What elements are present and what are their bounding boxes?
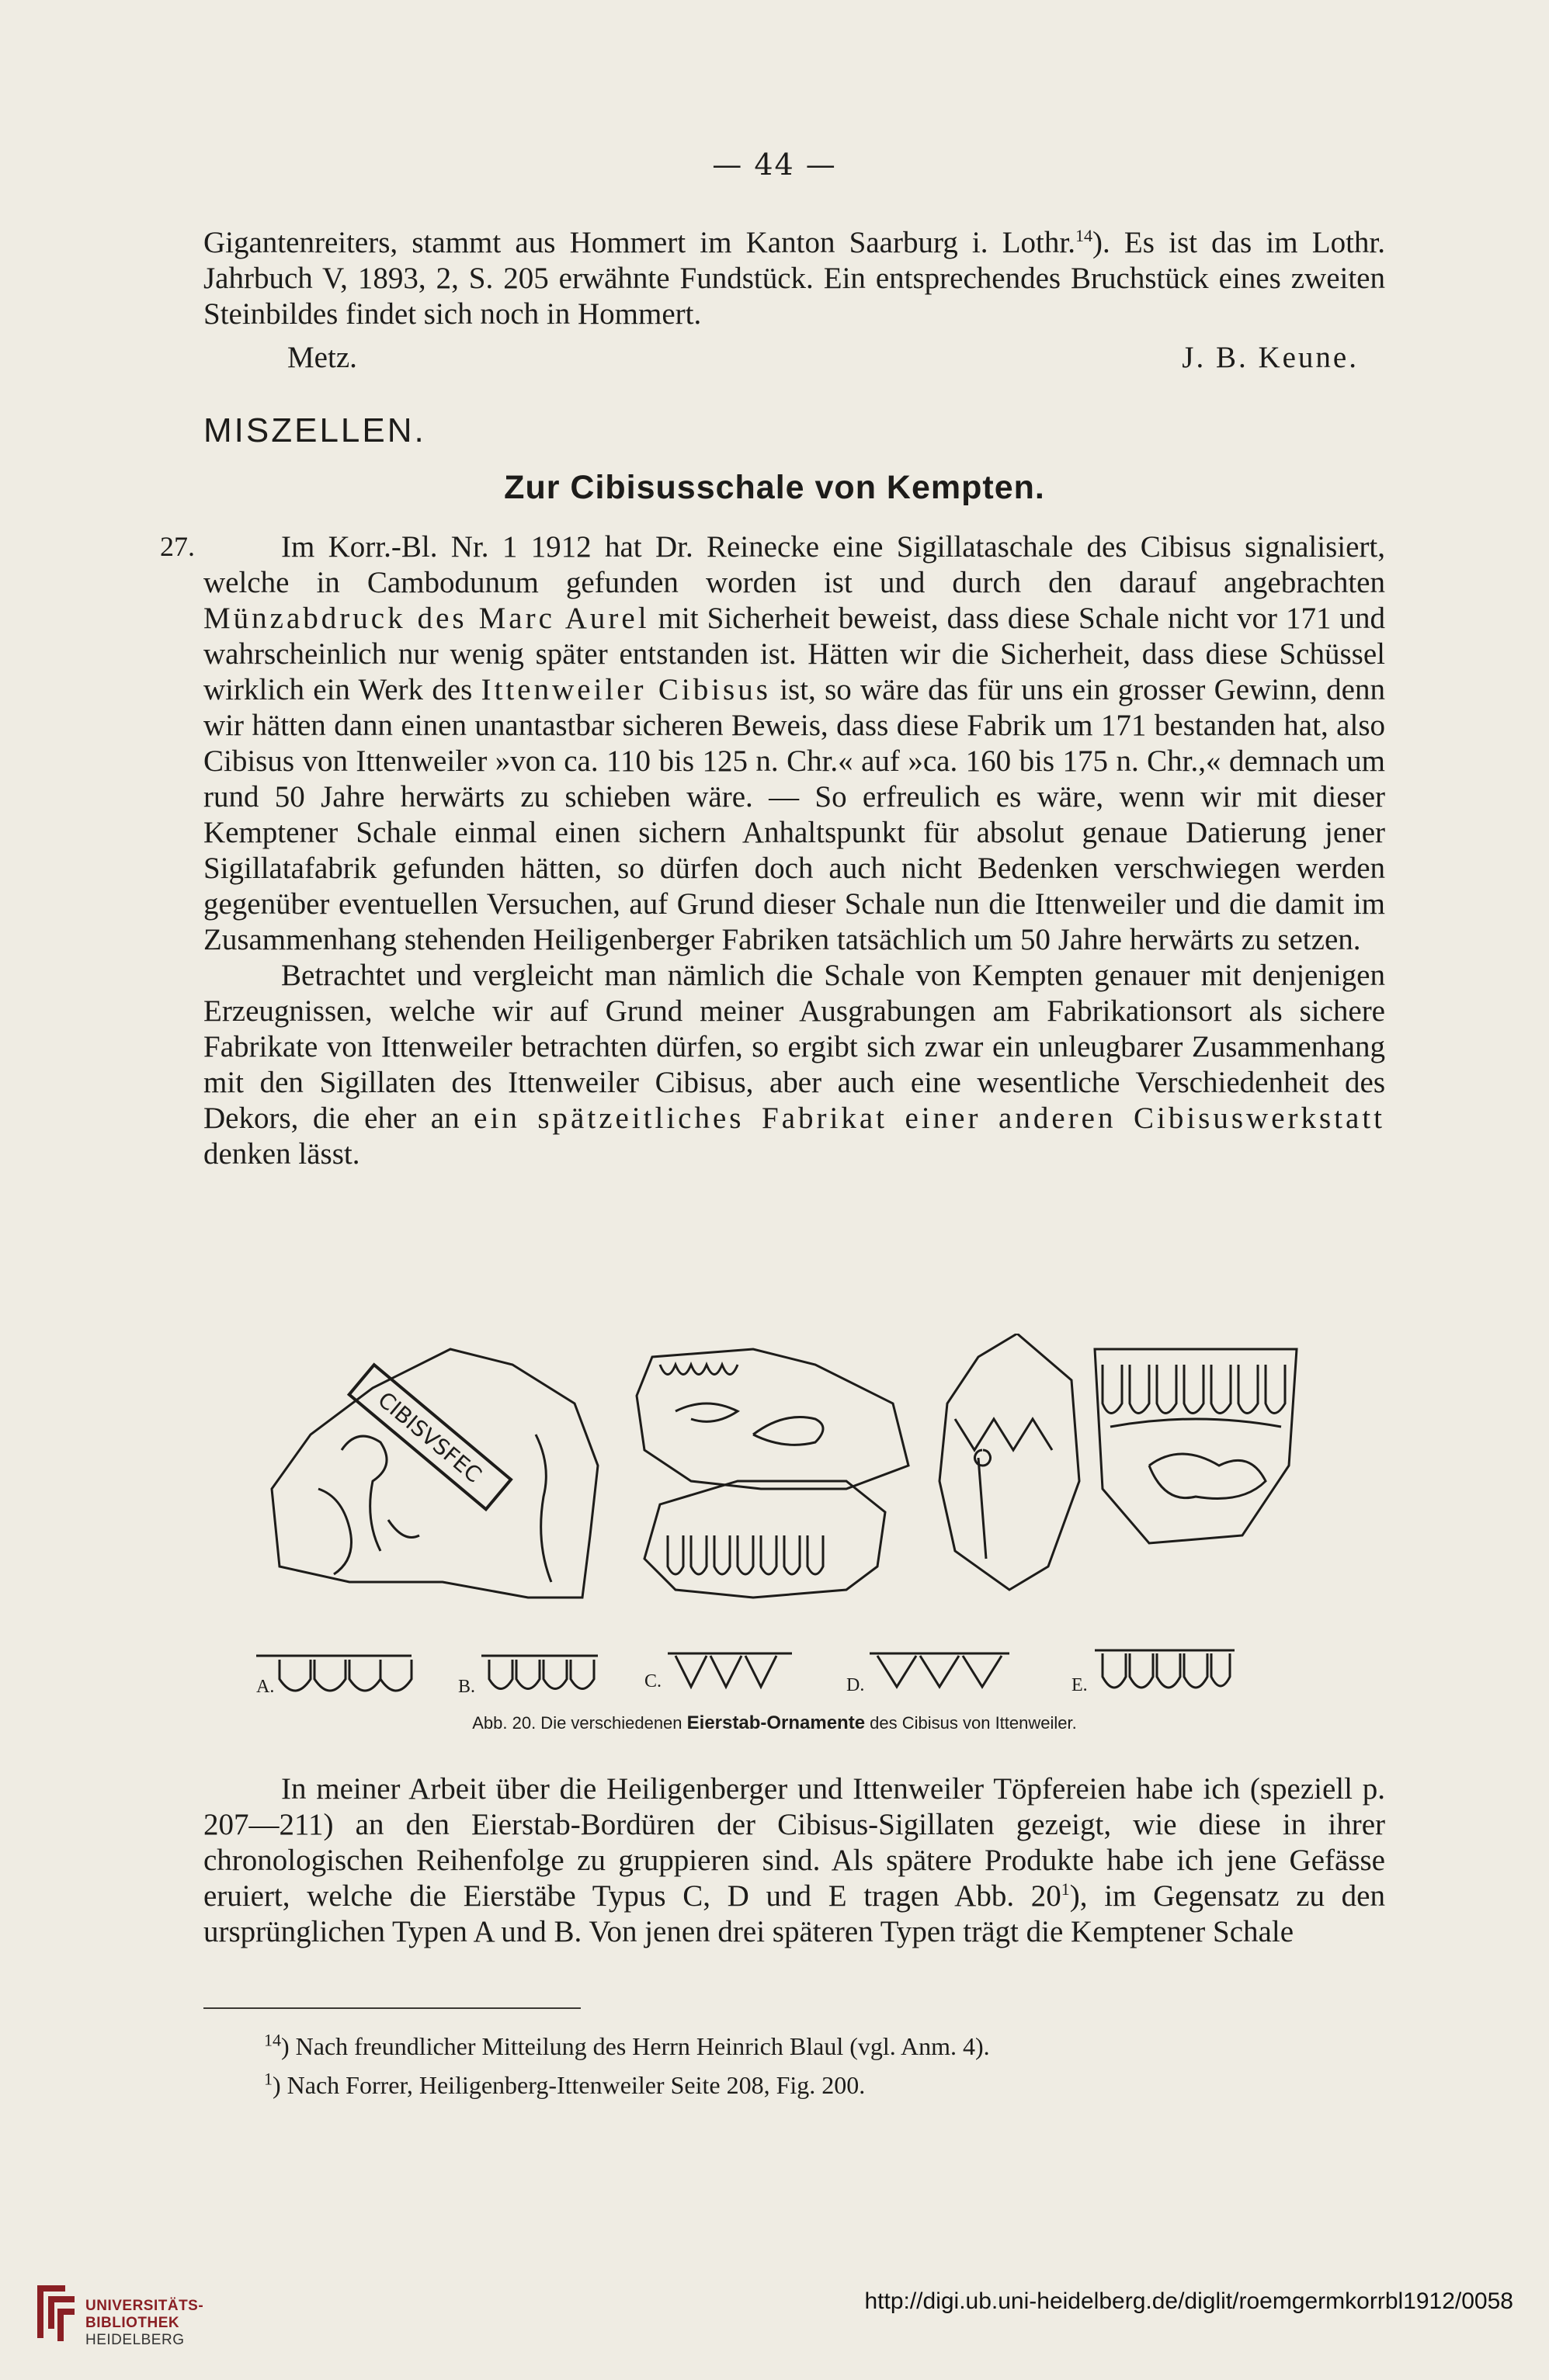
sherd-3-outline bbox=[644, 1481, 885, 1598]
stamp-text: CIBISVSFEC bbox=[373, 1386, 487, 1488]
ovolo-label-d: D. bbox=[846, 1675, 865, 1695]
footnote-1-mark: 1 bbox=[264, 2069, 273, 2089]
paragraph-2 bbox=[203, 958, 1385, 1172]
signature-place: Metz. bbox=[287, 341, 357, 374]
library-name-line-2: BIBLIOTHEK bbox=[85, 2315, 180, 2331]
p1-text-e: ist, so wäre das für uns ein grosser Gewinn, denn wir hätten dann einen unantastbar sicheren Beweis, dass diese Fabrik um 171 bestanden hat, also Cibisus von Ittenweiler »von ca. 110 bis 125 n. Chr.« auf »ca. 160 bis 175 n. Chr.,« demnach um rund 50 Jahre herwärts zu schieben wäre. — So erfreulich es wäre, wenn wir mit dieser Kemptener Schale einmal einen sichern Anhaltspunkt für absolut genaue Datierung jener Sigillatafabrik gefunden hätten, so dürfen doch auch nicht Bedenken verschwiegen werden gegenüber eventuellen Versuchen, auf Grund dieser Schale nun die Ittenweiler und die damit im Zusammenhang stehenden Heiligenberger Fabriken tatsächlich um 50 Jahre herwärts zu setzen. bbox=[203, 673, 1385, 956]
p1-text-a: Im Korr.-Bl. Nr. 1 1912 hat Dr. Reinecke eine Sigillataschale des Cibisus signalisiert, welche in Cambodunum gefunden worden ist und durch den darauf angebrachten bbox=[203, 530, 1385, 599]
article-number: 27. bbox=[160, 531, 195, 562]
continuation-text-a: Gigantenreiters, stammt aus Hommert im Kanton Saarburg i. Lothr. bbox=[203, 226, 1075, 259]
p1-emphasis-coin: Münzabdruck des Marc Aurel bbox=[203, 602, 650, 635]
library-name bbox=[85, 2298, 203, 2349]
p3-text-a: In meiner Arbeit über die Heiligenberger und Ittenweiler Töpfereien habe ich (speziell p. 207—211) an den Eierstab-Bordüren der Cibisus-Sigillaten gezeigt, wie diese in ihrer chronologischen Reihenfolge zu gruppieren sind. Als spätere Produkte habe ich jene Gefässe eruiert, welche die Eierstäbe Typus C, D und E tragen Abb. 20 bbox=[203, 1772, 1385, 1913]
footnote-divider bbox=[203, 2007, 581, 2009]
ovolo-label-c: C. bbox=[644, 1671, 662, 1691]
p1-text-c: mit Sicherheit beweist, dass diese Schale nicht vor 171 und wahrscheinlich nur wenig später entstanden ist. Hätten wir die Sicherheit, dass diese Schüssel wirklich ein Werk des bbox=[203, 602, 1385, 706]
continuation-paragraph bbox=[203, 225, 1385, 332]
caption-text-1: Die verschiedenen bbox=[536, 1713, 687, 1733]
sherd-1-outline bbox=[272, 1349, 598, 1598]
p2-text-a: Betrachtet und vergleicht man nämlich die Schale von Kempten genauer mit denjenigen Erzeugnissen, welche wir auf Grund meiner Ausgrabungen am Fabrikationsort als sichere Fabrikate von Ittenweiler betrachten dürfen, so ergibt sich zwar ein unleugbarer Zusammenhang mit den Sigillaten des Ittenweiler Cibisus, aber auch eine wesentliche Verschiedenheit des Dekors, die eher an bbox=[203, 959, 1385, 1135]
ovolo-c bbox=[676, 1656, 776, 1687]
p2-text-c: denken lässt. bbox=[203, 1137, 360, 1171]
library-name-line-1: UNIVERSITÄTS- bbox=[85, 2298, 204, 2314]
ovolo-d bbox=[877, 1656, 1002, 1687]
sherd-4-outline bbox=[939, 1334, 1079, 1590]
footnote-14 bbox=[264, 2031, 990, 2062]
ovolo-label-a: A. bbox=[256, 1677, 275, 1697]
source-url-link[interactable]: http://digi.ub.uni-heidelberg.de/diglit/roemgermkorrbl1912/0058 bbox=[864, 2288, 1513, 2314]
footnote-14-mark: 14 bbox=[264, 2030, 281, 2050]
p1-emphasis-cibisus: Ittenweiler Cibisus bbox=[481, 673, 771, 706]
article-title: Zur Cibisusschale von Kempten. bbox=[504, 469, 1045, 506]
paragraph-1 bbox=[203, 529, 1385, 958]
caption-emphasis: Eierstab-Ornamente bbox=[686, 1712, 866, 1733]
footnote-ref-1[interactable]: 1 bbox=[1061, 1879, 1070, 1899]
ovolo-label-e: E. bbox=[1071, 1675, 1088, 1695]
caption-number: Abb. 20. bbox=[472, 1713, 537, 1733]
page-number: — 44 — bbox=[712, 147, 837, 182]
ovolo-a bbox=[280, 1660, 412, 1691]
section-heading: MISZELLEN. bbox=[203, 411, 426, 449]
figure-caption bbox=[0, 1712, 1549, 1734]
library-logo-icon bbox=[34, 2282, 78, 2344]
p2-emphasis: ein spätzeitliches Fabrikat einer anderen Cibisuswerkstatt bbox=[474, 1102, 1385, 1135]
p3-text-b: ), im Gegensatz zu den ursprünglichen Typen A und B. Von jenen drei späteren Typen trägt die Kemptener Schale bbox=[203, 1879, 1385, 1948]
ovolo-e bbox=[1103, 1653, 1230, 1688]
footnote-1 bbox=[264, 2069, 865, 2101]
ovolo-b bbox=[489, 1660, 594, 1689]
ovolo-label-b: B. bbox=[458, 1677, 476, 1697]
library-name-line-3: HEIDELBERG bbox=[85, 2332, 185, 2348]
footnote-1-text: ) Nach Forrer, Heiligenberg-Ittenweiler Seite 208, Fig. 200. bbox=[273, 2071, 866, 2099]
caption-text-2: des Cibisus von Ittenweiler. bbox=[865, 1713, 1077, 1733]
sherd-3-ovolo bbox=[668, 1535, 823, 1574]
figure-illustration bbox=[256, 1334, 1312, 1698]
signature-author: J. B. Keune. bbox=[1182, 341, 1359, 374]
signature-line bbox=[287, 340, 1359, 375]
article-body bbox=[203, 529, 1385, 1172]
continuation-text-b: ). Es ist das im Lothr. Jahrbuch V, 1893, 2, S. 205 erwähnte Fundstück. Ein entsprechendes Bruchstück eines zweiten Steinbildes findet sich noch in Hommert. bbox=[203, 226, 1385, 331]
footnote-ref-14[interactable]: 14 bbox=[1075, 226, 1092, 245]
footnote-14-text: ) Nach freundlicher Mitteilung des Herrn Heinrich Blaul (vgl. Anm. 4). bbox=[281, 2032, 990, 2060]
paragraph-3 bbox=[203, 1771, 1385, 1950]
